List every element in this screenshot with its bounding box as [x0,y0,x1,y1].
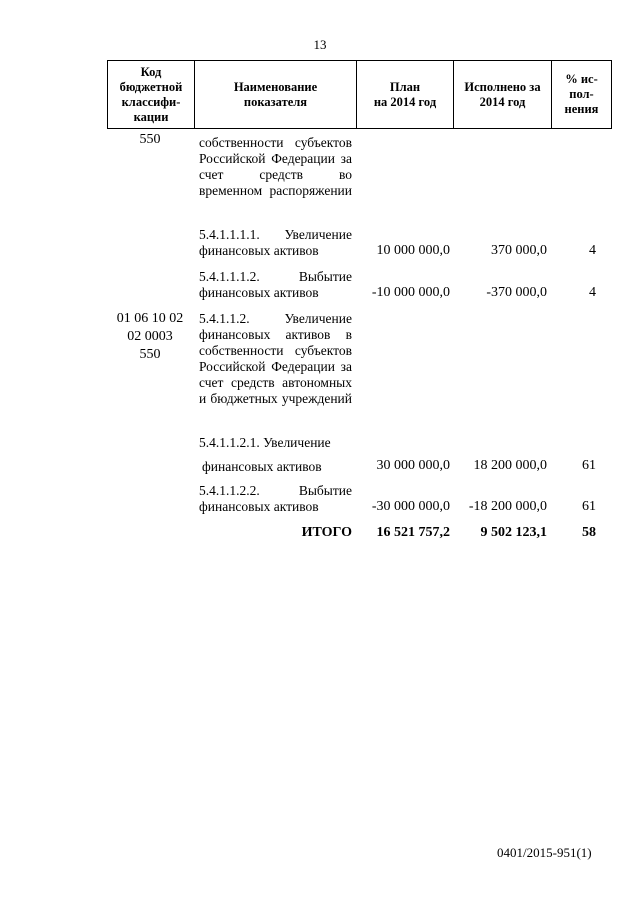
total-label: ИТОГО [301,525,352,540]
row-name: 5.4.1.1.2.1. Увеличение [199,435,331,450]
page-number: 13 [313,37,327,52]
row-pct: 4 [589,243,596,258]
row-name: 5.4.1.1.2.2. Выбытие финансовых активов [199,483,352,514]
row-plan: -10 000 000,0 [371,285,450,300]
row-name: собственности субъектов Российской Федерации за счет средств во временном распоряжении [199,135,352,198]
row-done: 370 000,0 [491,243,547,258]
row-name: 5.4.1.1.2. Увеличение финансовых активов в собственности субъектов Российской Федерации за счет средств автономных и бюджетных учреждений [199,311,352,406]
row-name: финансовых активов [202,459,322,474]
row-pct: 61 [582,499,596,514]
total-pct: 58 [582,525,596,540]
row-name: 5.4.1.1.1.2. Выбытие финансовых активов [199,269,352,300]
total-plan: 16 521 757,2 [376,525,450,540]
row-done: 18 200 000,0 [473,458,547,473]
row-done: -370 000,0 [486,285,547,300]
row-code: 550 [139,132,161,147]
row-plan: 30 000 000,0 [376,458,450,473]
row-plan: -30 000 000,0 [371,499,450,514]
header-name: Наименование показателя [194,61,356,128]
total-done: 9 502 123,1 [480,525,547,540]
row-pct: 4 [589,285,596,300]
header-done: Исполнено за 2014 год [453,61,551,128]
table-header [107,60,612,129]
row-done: -18 200 000,0 [468,499,547,514]
row-name: 5.4.1.1.1.1. Увеличение финансовых активов [199,227,352,258]
document-code: 0401/2015-951(1) [497,845,592,860]
header-plan: План на 2014 год [356,61,453,128]
header-code: Код бюджетной классифи- кации [119,64,183,124]
row-pct: 61 [582,458,596,473]
row-code: 01 06 10 02 02 0003 550 [116,311,184,362]
row-plan: 10 000 000,0 [376,243,450,258]
header-pct: % ис- пол- нения [551,61,611,128]
